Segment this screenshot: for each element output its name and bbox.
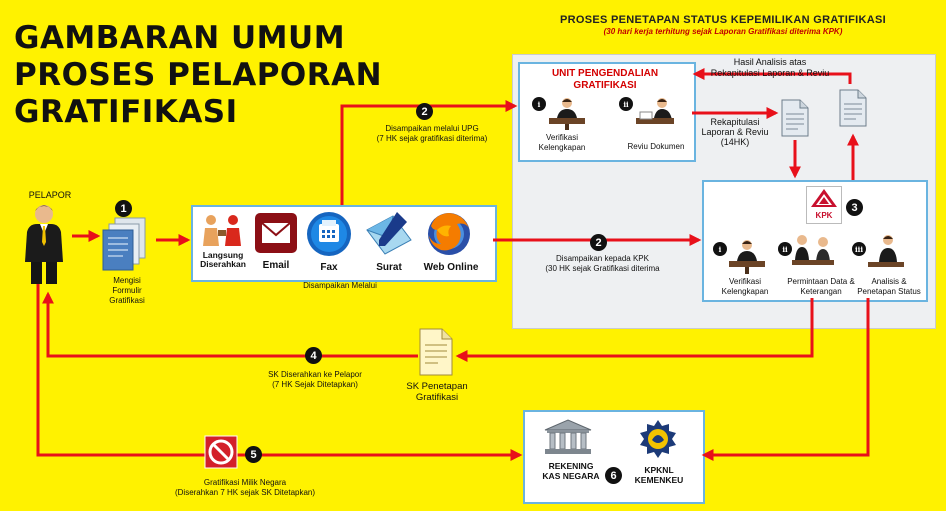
arrow-channels-to-upg [342, 106, 515, 205]
step-1-badge: 1 [115, 200, 132, 217]
kpknl-label [624, 465, 694, 485]
kpk-verifier-person-icon [727, 238, 767, 274]
sk-document-icon [418, 327, 454, 377]
step-2-kpk-badge: 2 [590, 234, 607, 251]
browser-icon [425, 210, 473, 258]
step-2-upg-line: Disampaikan melalui UPG [385, 124, 479, 133]
kpk-step-iii-line: Analisis & [871, 277, 907, 286]
kpk-panel-heading [512, 14, 934, 36]
channel-handover-line: Langsung [202, 250, 244, 260]
kpk-logo [806, 186, 842, 224]
letter-icon [363, 210, 415, 256]
hasil-line: Hasil Analisis atas [733, 57, 807, 67]
upg-step-i-line: Kelengkapan [538, 143, 586, 152]
step-2-kpk-line: (30 HK sejak Gratifikasi diterima [545, 264, 660, 273]
step-4-label [240, 370, 390, 390]
hasil-line: Rekapitulasi Laporan & Reviu [710, 68, 830, 78]
sk-label [392, 381, 482, 403]
pelapor-person-icon [21, 202, 67, 286]
step-4-line: SK Diserahkan ke Pelapor [268, 370, 362, 379]
step-2-upg-label [352, 124, 512, 144]
kpk-step-ii-badge: ii [778, 242, 792, 256]
channel-handover-line: Diserahkan [200, 259, 246, 269]
step-2-upg-line: (7 HK sejak gratifikasi diterima) [376, 134, 488, 143]
step-4-badge: 4 [305, 347, 322, 364]
step-2-upg-badge: 2 [416, 103, 433, 120]
upg-step-ii-label: Reviu Dokumen [627, 142, 685, 151]
kpk-data-request-people-icon [790, 232, 836, 270]
upg-reviewer-person-icon [634, 96, 676, 132]
kpknl-line: KPKNL [644, 465, 674, 475]
kpk-step-iii-label [854, 277, 924, 297]
kpknl-line: KEMENKEU [634, 475, 684, 485]
diagram-title [14, 20, 383, 131]
kpk-step-i-badge: i [713, 242, 727, 256]
step-2-kpk-label [520, 254, 685, 274]
upg-title [525, 68, 685, 92]
kpk-analysis-person-icon [866, 232, 906, 270]
step-5-line: (Diserahkan 7 HK sejak SK Ditetapkan) [174, 488, 316, 497]
upg-title-line: GRATIFIKASI [573, 80, 637, 91]
step-1-label-line: Mengisi [113, 276, 141, 285]
form-document-icon [101, 216, 151, 272]
fax-icon [305, 210, 353, 258]
hasil-document-icon [838, 88, 868, 128]
sk-line: SK Penetapan [406, 381, 468, 392]
upg-step-i-label [532, 133, 592, 153]
rekap-label [693, 117, 777, 147]
rekening-kas-label [536, 461, 606, 481]
rekening-line: KAS NEGARA [542, 471, 600, 481]
kpk-emblem-icon [807, 187, 841, 211]
step-5-line: Gratifikasi Milik Negara [203, 478, 287, 487]
kpk-step-ii-line: Permintaan Data & [787, 277, 855, 286]
upg-step-ii-badge: ii [619, 97, 633, 111]
step-2-kpk-line: Disampaikan kepada KPK [556, 254, 649, 263]
pelapor-label: PELAPOR [28, 190, 72, 200]
step-1-label-line: Gratifikasi [109, 296, 145, 305]
kpk-step-i-line: Verifikasi [728, 277, 761, 286]
step-5-label [150, 478, 340, 498]
step-1-label-line: Formulir [112, 286, 142, 295]
title-line-1: GAMBARAN UMUM [14, 20, 346, 56]
bank-building-icon [541, 418, 595, 456]
channel-fax-label: Fax [320, 262, 338, 273]
channel-handover-label [196, 251, 250, 269]
kpk-step-i-line: Kelengkapan [721, 287, 769, 296]
upg-step-i-line: Verifikasi [545, 133, 578, 142]
kpk-panel-title: PROSES PENETAPAN STATUS KEPEMILIKAN GRATIFIKASI [560, 14, 886, 26]
rekap-document-icon [780, 98, 810, 138]
step-5-badge: 5 [245, 446, 262, 463]
hasil-analisis-label [700, 57, 840, 79]
arrow-kpk-to-kas [704, 298, 868, 455]
kpk-step-ii-label [782, 277, 860, 297]
arrow-kpk-to-sk [458, 298, 812, 356]
kpk-step-iii-line: Penetapan Status [857, 287, 921, 296]
channel-web-label: Web Online [423, 262, 479, 273]
rekening-line: REKENING [548, 461, 594, 471]
kpk-logo-text: KPK [815, 211, 833, 220]
kpk-panel-subtitle: (30 hari kerja terhitung sejak Laporan Gratifikasi diterima KPK) [603, 27, 843, 36]
step-1-label [92, 276, 162, 306]
rekap-line: Rekapitulasi [710, 117, 760, 127]
title-line-3: GRATIFIKASI [14, 94, 238, 130]
rekap-line: (14HK) [720, 137, 750, 147]
channels-caption: Disampaikan Melalui [303, 281, 377, 290]
title-line-2: PROSES PELAPORAN [14, 57, 383, 93]
step-3-badge: 3 [846, 199, 863, 216]
channel-letter-label: Surat [376, 262, 402, 273]
upg-verifier-person-icon [547, 96, 587, 130]
upg-step-i-badge: i [532, 97, 546, 111]
email-icon [254, 212, 298, 254]
kemenkeu-emblem-icon [637, 418, 679, 460]
kpk-step-iii-badge: iii [852, 242, 866, 256]
no-gift-icon [204, 435, 238, 469]
handover-icon [199, 212, 245, 252]
channel-email-label: Email [262, 260, 290, 271]
kpk-step-ii-line: Keterangan [800, 287, 842, 296]
upg-title-line: UNIT PENGENDALIAN [551, 68, 659, 79]
kpk-step-i-label [712, 277, 778, 297]
step-6-badge: 6 [605, 467, 622, 484]
sk-line: Gratifikasi [415, 392, 459, 403]
rekap-line: Laporan & Reviu [701, 127, 769, 137]
step-4-line: (7 HK Sejak Ditetapkan) [272, 380, 358, 389]
